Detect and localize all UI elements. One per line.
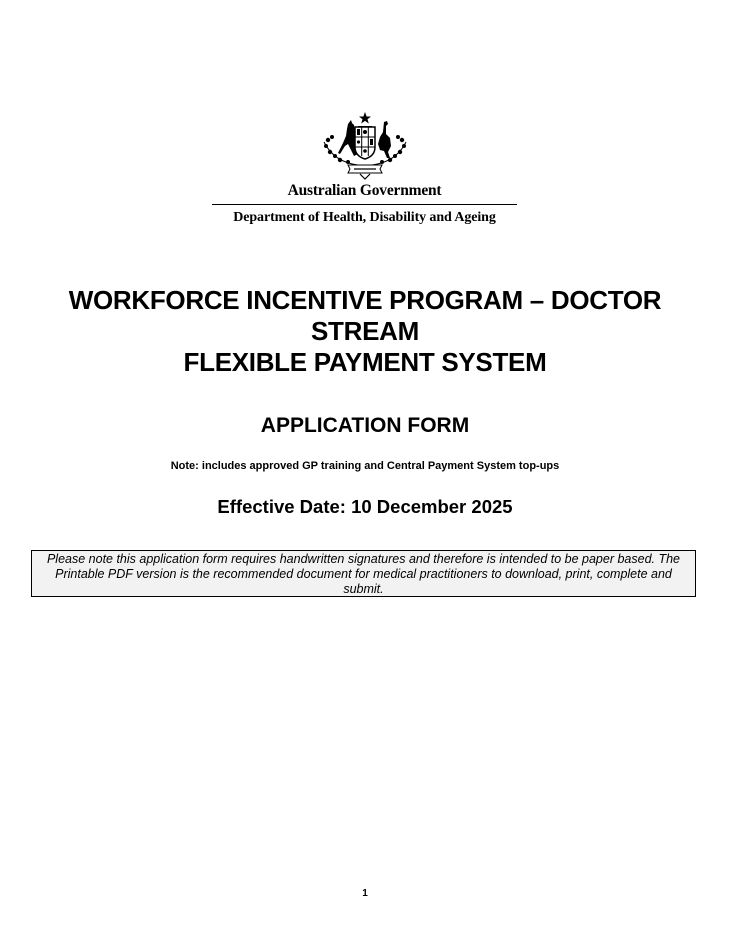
coat-of-arms-icon [318, 110, 412, 180]
form-heading: APPLICATION FORM [260, 414, 470, 437]
government-name: Australian Government [287, 182, 442, 199]
title-line-1: WORKFORCE INCENTIVE PROGRAM – DOCTOR [68, 285, 662, 315]
department-name: Department of Health, Disability and Ageing [233, 210, 496, 225]
page-number: 1 [362, 888, 368, 899]
scope-note: Note: includes approved GP training and Central Payment System top-ups [170, 460, 560, 472]
paper-based-notice: Please note this application form requires handwritten signatures and therefore is intended to be paper based. The Printable PDF version is the recommended document for medical practitioners to download, print, complete and submit. [31, 550, 696, 597]
title-line-2: STREAM [311, 316, 419, 346]
title-line-3: FLEXIBLE PAYMENT SYSTEM [183, 347, 547, 377]
document-title [30, 285, 700, 378]
header-divider [212, 204, 517, 205]
effective-date: Effective Date: 10 December 2025 [217, 496, 513, 517]
